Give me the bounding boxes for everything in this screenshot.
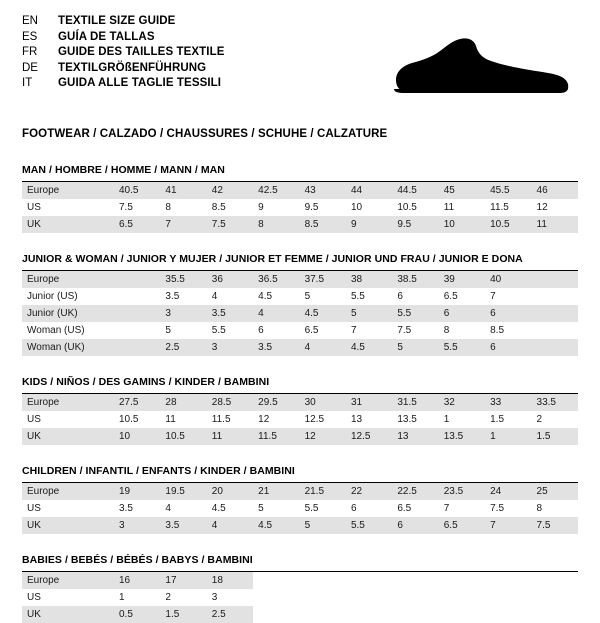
cell: 20 [207, 483, 253, 500]
cell: 45 [439, 182, 485, 199]
row-label: UK [22, 216, 114, 233]
cell [532, 339, 578, 356]
table-row [22, 271, 578, 288]
cell: 32 [439, 394, 485, 411]
table-row [22, 339, 578, 356]
cell: 36 [207, 271, 253, 288]
cell: 1 [439, 411, 485, 428]
block-title-babies: BABIES / BEBÉS / BÉBÉS / BABYS / BAMBINI [22, 554, 578, 572]
cell: 2 [532, 411, 578, 428]
size-table-kids [22, 394, 578, 445]
table-row [22, 411, 578, 428]
cell: 3.5 [253, 339, 299, 356]
cell: 5 [300, 517, 346, 534]
cell: 10 [346, 199, 392, 216]
cell: 7 [346, 322, 392, 339]
cell: 22.5 [392, 483, 438, 500]
cell: 5.5 [392, 305, 438, 322]
table-row [22, 500, 578, 517]
cell: 4 [253, 305, 299, 322]
cell: 45.5 [485, 182, 531, 199]
cell [532, 606, 578, 623]
cell: 10.5 [160, 428, 206, 445]
cell: 6.5 [114, 216, 160, 233]
document-header [22, 14, 578, 114]
cell: 10.5 [485, 216, 531, 233]
cell: 12 [532, 199, 578, 216]
cell: 3.5 [160, 517, 206, 534]
cell [439, 606, 485, 623]
cell: 39 [439, 271, 485, 288]
cell: 6 [439, 305, 485, 322]
cell: 2.5 [207, 606, 253, 623]
row-label: Junior (US) [22, 288, 114, 305]
cell [253, 572, 299, 589]
cell: 5 [160, 322, 206, 339]
cell: 11 [532, 216, 578, 233]
cell: 1.5 [160, 606, 206, 623]
cell: 5.5 [346, 517, 392, 534]
cell: 12 [300, 428, 346, 445]
cell: 11 [207, 428, 253, 445]
cell: 37.5 [300, 271, 346, 288]
language-title-de: TEXTILGRÖßENFÜHRUNG [58, 61, 207, 74]
cell: 33 [485, 394, 531, 411]
row-label: US [22, 589, 114, 606]
language-title-list [22, 14, 225, 92]
cell: 0.5 [114, 606, 160, 623]
language-title-it: GUIDA ALLE TAGLIE TESSILI [58, 77, 222, 89]
cell: 36.5 [253, 271, 299, 288]
cell [532, 305, 578, 322]
cell [253, 606, 299, 623]
cell: 5 [300, 288, 346, 305]
cell: 5 [346, 305, 392, 322]
row-label: Europe [22, 572, 114, 589]
cell [439, 589, 485, 606]
cell: 41 [160, 182, 206, 199]
cell: 4 [160, 500, 206, 517]
cell: 40 [485, 271, 531, 288]
cell: 13.5 [392, 411, 438, 428]
row-label: US [22, 500, 114, 517]
cell: 1 [485, 428, 531, 445]
cell [532, 288, 578, 305]
cell: 4.5 [207, 500, 253, 517]
size-table-babies [22, 572, 578, 623]
cell: 9.5 [300, 199, 346, 216]
cell: 1.5 [532, 428, 578, 445]
cell: 4.5 [346, 339, 392, 356]
block-title-children: CHILDREN / INFANTIL / ENFANTS / KINDER / BAMBINI [22, 465, 578, 483]
cell: 11.5 [485, 199, 531, 216]
cell: 29.5 [253, 394, 299, 411]
cell: 7.5 [532, 517, 578, 534]
cell [346, 572, 392, 589]
cell [532, 271, 578, 288]
cell [300, 572, 346, 589]
cell: 12.5 [346, 428, 392, 445]
cell: 9 [346, 216, 392, 233]
cell: 19.5 [160, 483, 206, 500]
cell: 6 [485, 339, 531, 356]
table-row [22, 517, 578, 534]
cell: 7 [160, 216, 206, 233]
cell: 25 [532, 483, 578, 500]
block-title-man: MAN / HOMBRE / HOMME / MANN / MAN [22, 164, 578, 182]
cell [532, 589, 578, 606]
cell: 31.5 [392, 394, 438, 411]
cell: 7.5 [485, 500, 531, 517]
cell: 4 [300, 339, 346, 356]
cell: 5.5 [300, 500, 346, 517]
size-table-junior-woman [22, 271, 578, 356]
row-label: Woman (US) [22, 322, 114, 339]
cell [114, 322, 160, 339]
language-row [22, 45, 225, 61]
cell: 10 [439, 216, 485, 233]
cell: 11.5 [253, 428, 299, 445]
cell: 2 [160, 589, 206, 606]
cell [485, 572, 531, 589]
cell: 7 [485, 288, 531, 305]
cell: 22 [346, 483, 392, 500]
cell: 27.5 [114, 394, 160, 411]
cell: 10 [114, 428, 160, 445]
cell: 5.5 [439, 339, 485, 356]
cell: 18 [207, 572, 253, 589]
cell: 7 [485, 517, 531, 534]
cell: 23.5 [439, 483, 485, 500]
language-row [22, 30, 225, 46]
language-code-it: IT [22, 77, 33, 89]
cell: 1.5 [485, 411, 531, 428]
cell: 11 [160, 411, 206, 428]
cell [485, 589, 531, 606]
cell: 5.5 [346, 288, 392, 305]
cell: 4.5 [253, 517, 299, 534]
cell: 6.5 [439, 288, 485, 305]
language-row [22, 61, 225, 77]
cell: 8 [160, 199, 206, 216]
cell: 46 [532, 182, 578, 199]
row-label: UK [22, 428, 114, 445]
row-label: Europe [22, 182, 114, 199]
cell [532, 322, 578, 339]
table-row [22, 589, 578, 606]
cell [300, 589, 346, 606]
cell: 4.5 [300, 305, 346, 322]
cell: 13 [346, 411, 392, 428]
cell: 8.5 [485, 322, 531, 339]
table-row [22, 216, 578, 233]
language-row [22, 14, 225, 30]
cell: 3.5 [160, 288, 206, 305]
cell: 8 [253, 216, 299, 233]
cell: 19 [114, 483, 160, 500]
cell: 28 [160, 394, 206, 411]
cell [439, 572, 485, 589]
cell: 4 [207, 288, 253, 305]
cell: 44 [346, 182, 392, 199]
cell: 3.5 [207, 305, 253, 322]
cell: 24 [485, 483, 531, 500]
size-table-children [22, 483, 578, 534]
cell: 10.5 [392, 199, 438, 216]
language-row [22, 76, 225, 92]
block-title-junior-woman: JUNIOR & WOMAN / JUNIOR Y MUJER / JUNIOR ET FEMME / JUNIOR UND FRAU / JUNIOR E DONA [22, 253, 578, 271]
cell: 10.5 [114, 411, 160, 428]
row-label: Europe [22, 394, 114, 411]
cell: 3 [207, 589, 253, 606]
cell: 35.5 [160, 271, 206, 288]
category-title: FOOTWEAR / CALZADO / CHAUSSURES / SCHUHE / CALZATURE [22, 128, 388, 140]
cell: 40.5 [114, 182, 160, 199]
row-label: UK [22, 517, 114, 534]
cell [485, 606, 531, 623]
table-row [22, 199, 578, 216]
cell: 16 [114, 572, 160, 589]
cell: 9.5 [392, 216, 438, 233]
row-label: US [22, 411, 114, 428]
cell [114, 339, 160, 356]
cell: 13 [392, 428, 438, 445]
block-title-kids: KIDS / NIÑOS / DES GAMINS / KINDER / BAMBINI [22, 376, 578, 394]
cell: 2.5 [160, 339, 206, 356]
cell: 38 [346, 271, 392, 288]
cell: 33.5 [532, 394, 578, 411]
cell: 7.5 [207, 216, 253, 233]
cell: 6.5 [439, 517, 485, 534]
cell: 38.5 [392, 271, 438, 288]
cell: 31 [346, 394, 392, 411]
cell: 12 [253, 411, 299, 428]
cell: 6 [346, 500, 392, 517]
language-title-body [22, 14, 225, 92]
cell [392, 572, 438, 589]
cell [392, 589, 438, 606]
cell [253, 589, 299, 606]
cell: 6 [392, 517, 438, 534]
table-row [22, 288, 578, 305]
cell: 3 [114, 517, 160, 534]
size-block-kids [22, 376, 578, 445]
row-label: Europe [22, 483, 114, 500]
language-code-fr: FR [22, 46, 38, 58]
language-code-de: DE [22, 61, 38, 74]
table-row [22, 305, 578, 322]
cell: 44.5 [392, 182, 438, 199]
cell: 4.5 [253, 288, 299, 305]
cell: 3 [207, 339, 253, 356]
cell [346, 589, 392, 606]
size-block-junior-woman [22, 253, 578, 356]
cell: 9 [253, 199, 299, 216]
cell: 6 [253, 322, 299, 339]
cell: 7.5 [392, 322, 438, 339]
cell: 5.5 [207, 322, 253, 339]
cell [114, 271, 160, 288]
table-row [22, 182, 578, 199]
cell: 5 [392, 339, 438, 356]
cell: 8 [439, 322, 485, 339]
table-row [22, 606, 578, 623]
dress-shoe-icon [390, 36, 570, 98]
cell [114, 305, 160, 322]
cell: 8 [532, 500, 578, 517]
table-row [22, 572, 578, 589]
cell: 11 [439, 199, 485, 216]
cell [346, 606, 392, 623]
cell: 1 [114, 589, 160, 606]
cell: 5 [253, 500, 299, 517]
cell [300, 606, 346, 623]
cell: 7 [439, 500, 485, 517]
table-row [22, 394, 578, 411]
cell: 7.5 [114, 199, 160, 216]
cell: 21 [253, 483, 299, 500]
cell: 43 [300, 182, 346, 199]
cell: 42 [207, 182, 253, 199]
cell [532, 572, 578, 589]
row-label: Europe [22, 271, 114, 288]
cell: 17 [160, 572, 206, 589]
cell: 8.5 [300, 216, 346, 233]
cell: 11.5 [207, 411, 253, 428]
cell: 13.5 [439, 428, 485, 445]
size-block-man [22, 164, 578, 233]
table-row [22, 322, 578, 339]
language-title-es: GUÍA DE TALLAS [58, 30, 155, 43]
row-label: US [22, 199, 114, 216]
language-code-en: EN [22, 15, 38, 27]
cell: 42.5 [253, 182, 299, 199]
cell: 12.5 [300, 411, 346, 428]
size-block-babies [22, 554, 578, 623]
row-label: Woman (UK) [22, 339, 114, 356]
cell [114, 288, 160, 305]
table-row [22, 483, 578, 500]
cell: 3 [160, 305, 206, 322]
cell: 6.5 [392, 500, 438, 517]
row-label: Junior (UK) [22, 305, 114, 322]
row-label: UK [22, 606, 114, 623]
cell: 30 [300, 394, 346, 411]
cell: 6.5 [300, 322, 346, 339]
language-title-en: TEXTILE SIZE GUIDE [58, 15, 176, 27]
cell: 21.5 [300, 483, 346, 500]
cell: 6 [392, 288, 438, 305]
table-row [22, 428, 578, 445]
cell: 3.5 [114, 500, 160, 517]
cell: 8.5 [207, 199, 253, 216]
language-title-fr: GUIDE DES TAILLES TEXTILE [58, 46, 225, 58]
size-table-man [22, 182, 578, 233]
cell [392, 606, 438, 623]
cell: 28.5 [207, 394, 253, 411]
cell: 6 [485, 305, 531, 322]
language-code-es: ES [22, 30, 38, 43]
size-block-children [22, 465, 578, 534]
cell: 4 [207, 517, 253, 534]
